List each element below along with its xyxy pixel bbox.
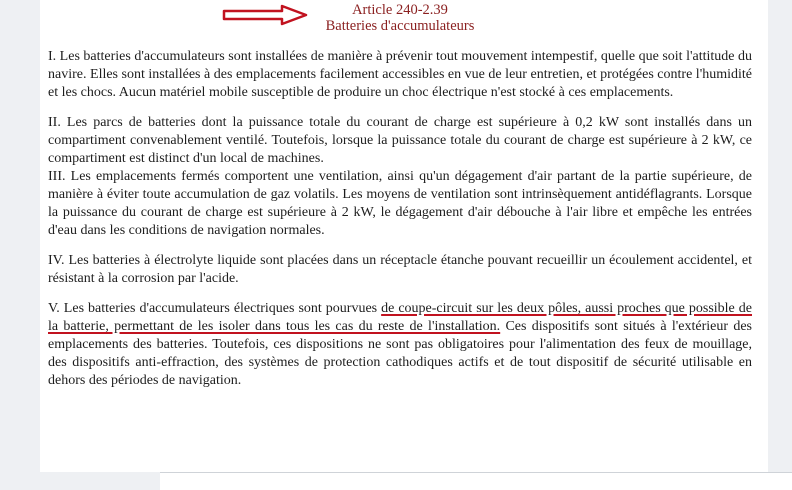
article-heading xyxy=(300,2,500,34)
paragraph-5-rest: Ces dispositifs sont situés à l'extérieur des emplacements des batteries. Toutefois, ces dispositions ne sont pas obligatoires pour l'alimentation des feux de mouillage, des dispositifs anti-effraction, des systèmes de protection cathodiques actifs et de tout dispositif de sécurité utilisable en dehors des périodes de navigation. xyxy=(48,319,752,388)
underlined-passage: de coupe-circuit sur les deux pôles, aussi proches que possible de la batterie, permettant de les isoler dans tous les cas du reste de l'installation. xyxy=(48,301,752,334)
paragraph-5 xyxy=(48,300,752,390)
paragraph-1: I. Les batteries d'accumulateurs sont installées de manière à prévenir tout mouvement intempestif, quelle que soit l'attitude du navire. Elles sont installées à des emplacements facilement accessibles en vue de leur entretien, et protégées contre l'humidité et les chocs. Aucun matériel mobile susceptible de produire un choc électrique n'est stocké à ces emplacements. xyxy=(48,49,752,100)
right-arrow-icon xyxy=(222,4,310,26)
paragraph-2: II. Les parcs de batteries dont la puissance totale du courant de charge est supérieure à 0,2 kW sont installés dans un compartiment convenablement ventilé. Toutefois, lorsque la puissance totale du courant de charge est supérieure à 2 kW, ce compartiment est distinct d'un local de machines. xyxy=(48,115,752,166)
paragraph-5-intro: V. Les batteries d'accumulateurs électriques sont pourvues xyxy=(48,301,382,316)
article-body xyxy=(48,48,752,402)
article-title: Batteries d'accumulateurs xyxy=(325,18,475,34)
paragraph-3: III. Les emplacements fermés comportent une ventilation, ainsi qu'un dégagement d'air partant de la partie supérieure, de manière à éviter toute accumulation de gaz volatils. Les moyens de ventilation sont intrinsèquement antidéflagrants. Lorsque la puissance du courant de charge est supérieure à 2 kW, le dégagement d'air débouche à l'air libre et empêche les entrées d'eau dans les conditions de navigation normales. xyxy=(48,169,752,238)
sheet-bottom-strip xyxy=(160,472,792,490)
article-number: Article 240-2.39 xyxy=(352,2,448,18)
paragraph-4: IV. Les batteries à électrolyte liquide sont placées dans un réceptacle étanche pouvant recueillir un écoulement accidentel, et résistant à la corrosion par l'acide. xyxy=(48,253,752,286)
